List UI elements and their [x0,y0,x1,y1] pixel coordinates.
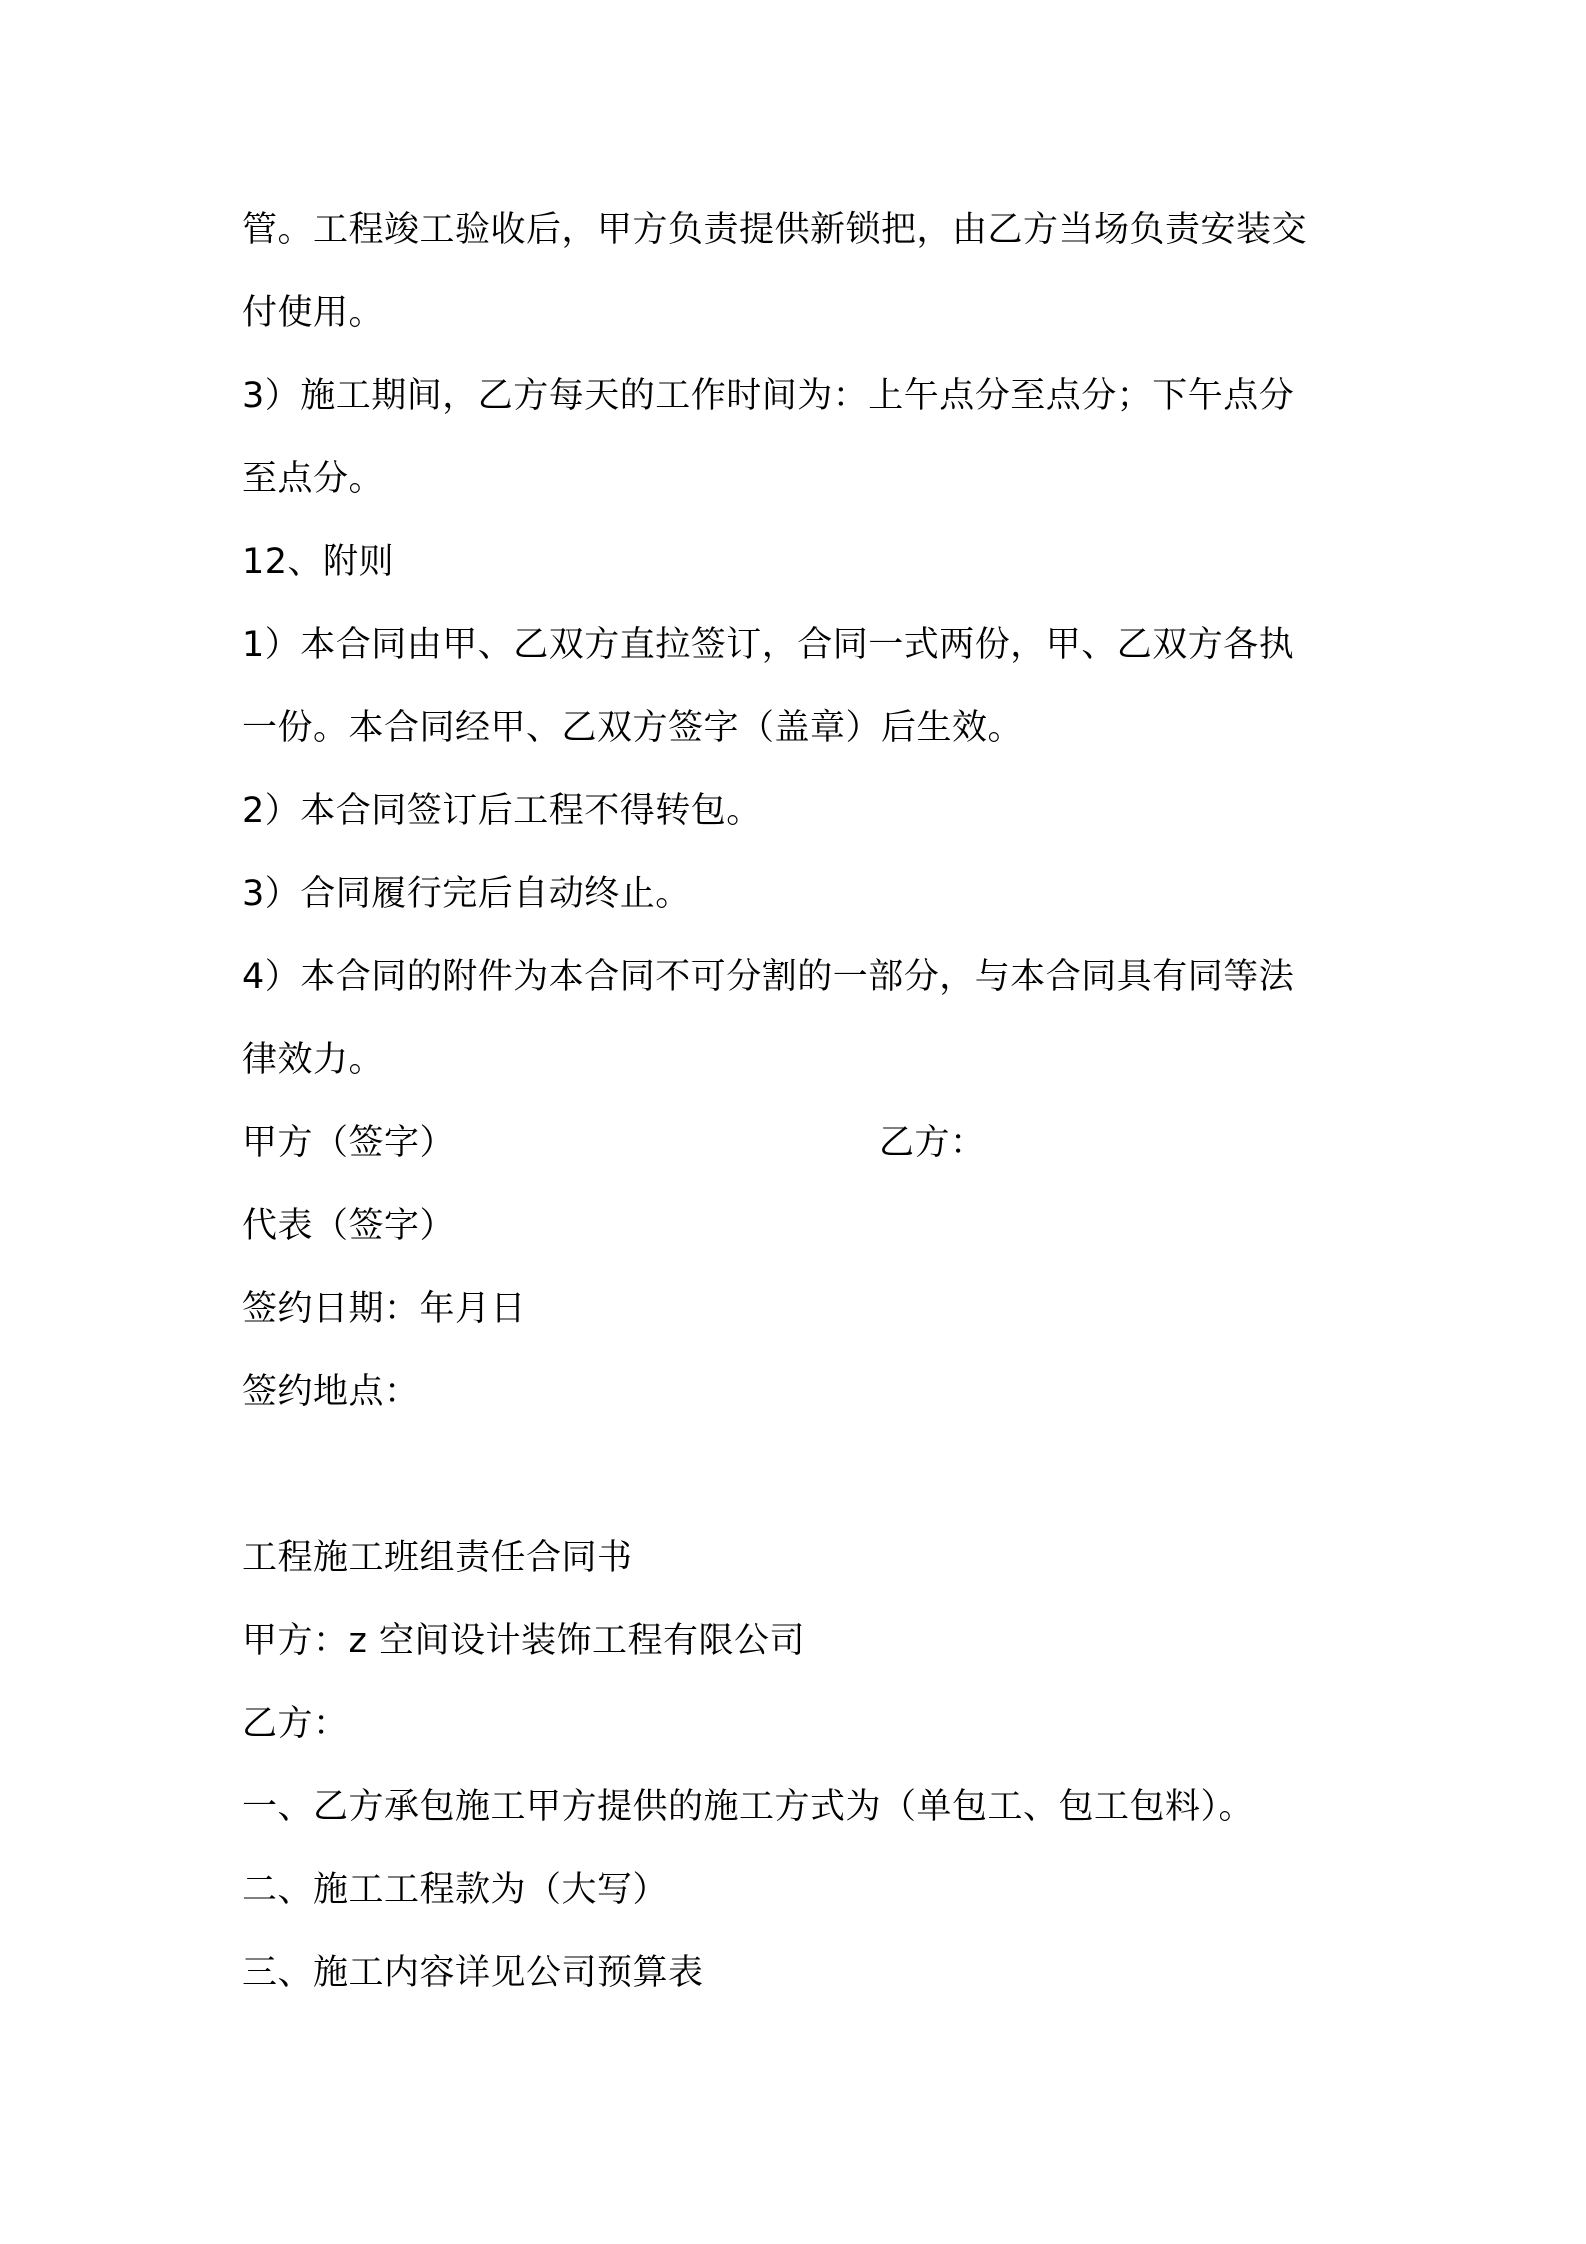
party-a-line: 甲方：z 空间设计装饰工程有限公司 [242,1621,805,1661]
body-text-line: 一份。本合同经甲、乙双方签字（盖章）后生效。 [242,708,1024,748]
body-text-line: 3）施工期间，乙方每天的工作时间为：上午点分至点分；下午点分 [242,376,1295,416]
party-b-line: 乙方： [242,1704,349,1744]
contract-item: 一、乙方承包施工甲方提供的施工方式为（单包工、包工包料）。 [242,1787,1255,1827]
body-text-line: 4）本合同的附件为本合同不可分割的一部分，与本合同具有同等法 [242,957,1295,997]
body-text-line: 3）合同履行完后自动终止。 [242,874,691,914]
body-text-line: 管。工程竣工验收后，甲方负责提供新锁把，由乙方当场负责安装交 [242,210,1308,250]
party-a-signature-label: 甲方（签字） [242,1123,456,1163]
signing-date-label: 签约日期：年月日 [242,1289,527,1329]
body-text-line: 付使用。 [242,293,385,333]
body-text-line: 2）本合同签订后工程不得转包。 [242,791,762,831]
representative-signature-label: 代表（签字） [242,1206,456,1246]
signing-place-label: 签约地点： [242,1372,420,1412]
body-text-line: 至点分。 [242,459,385,499]
contract-title: 工程施工班组责任合同书 [242,1538,633,1578]
body-text-line: 1）本合同由甲、乙双方直拉签订，合同一式两份，甲、乙双方各执 [242,625,1295,665]
signature-row [242,1121,986,1165]
party-b-signature-label: 乙方： [879,1123,986,1163]
section-heading: 12、附则 [242,542,395,582]
contract-item: 二、施工工程款为（大写） [242,1870,669,1910]
body-text-line: 律效力。 [242,1040,385,1080]
contract-item: 三、施工内容详见公司预算表 [242,1953,704,1993]
